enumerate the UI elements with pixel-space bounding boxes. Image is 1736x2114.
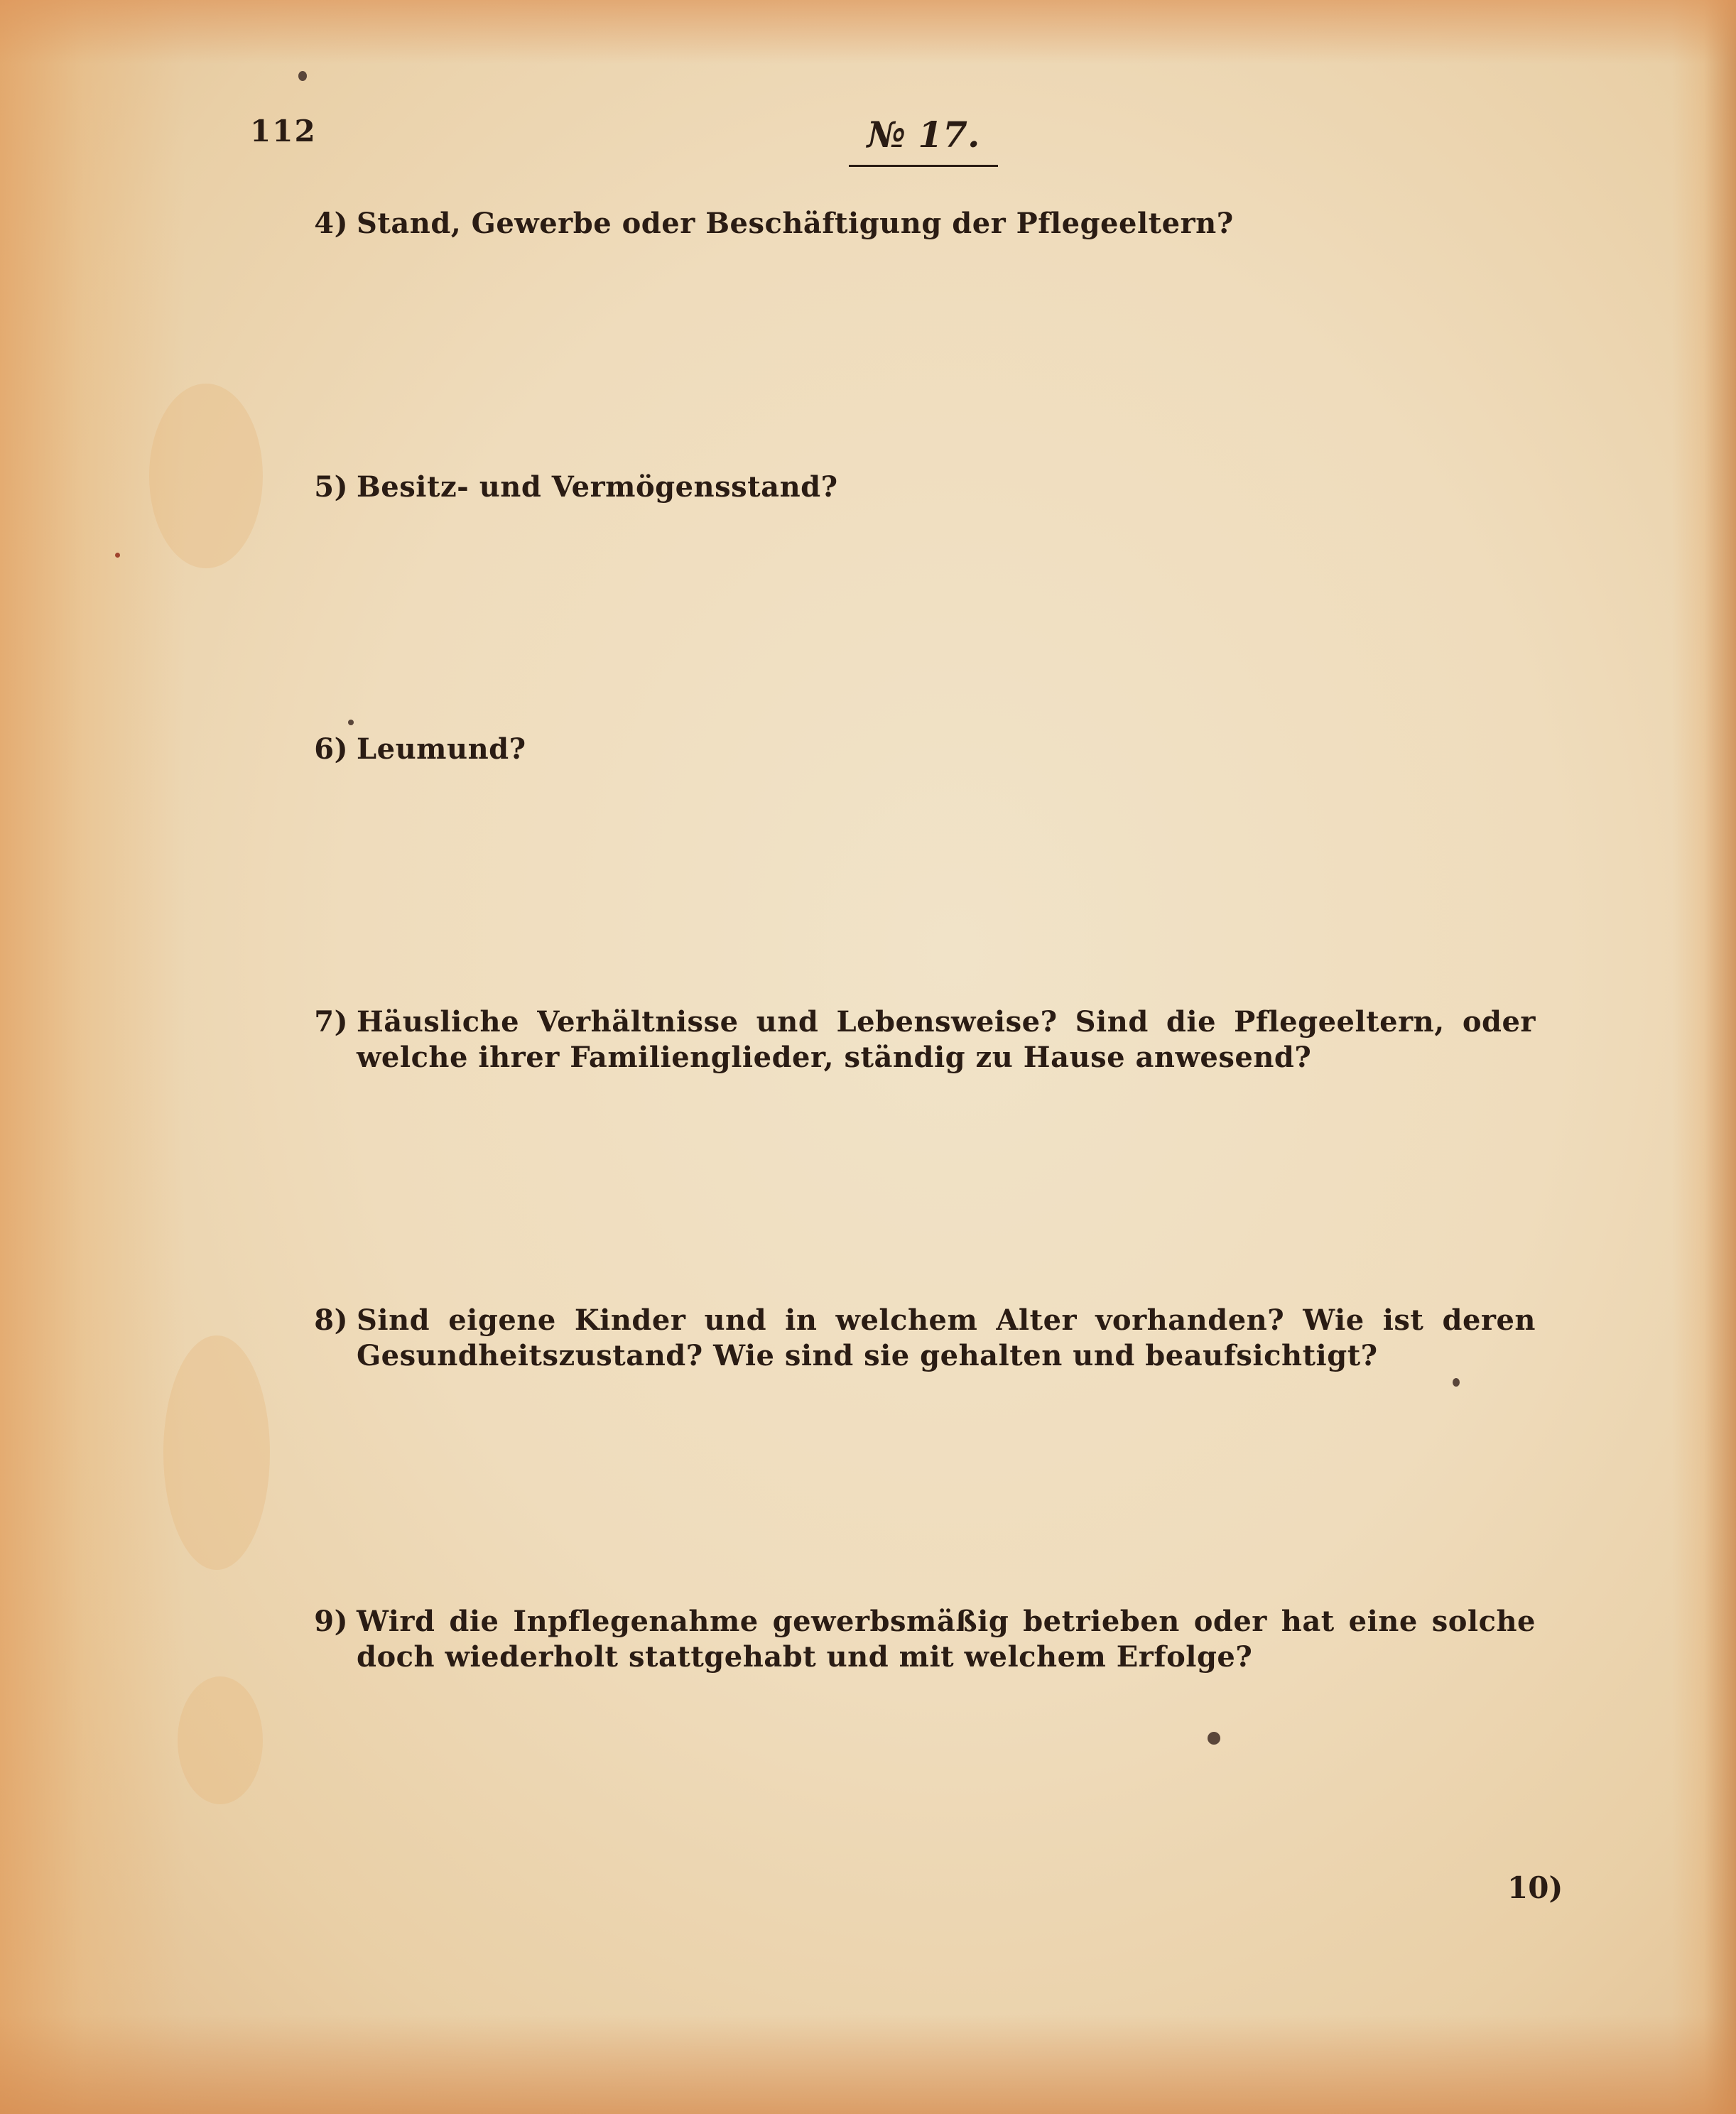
question-number: 4)	[314, 207, 348, 240]
question-text: Leumund?	[357, 732, 526, 766]
question-text: Stand, Gewerbe oder Beschäftigung der Pflegeeltern?	[357, 207, 1234, 240]
question-text: Besitz- und Vermögensstand?	[357, 470, 838, 504]
form-number-underline	[849, 165, 998, 167]
paper-edge-stain-right	[1672, 0, 1736, 2114]
question-number: 8)	[314, 1303, 348, 1337]
question-item	[305, 732, 1591, 767]
question-text: Sind eigene Kinder und in welchem Alter vorhanden? Wie ist deren Gesundheitszustand? Wie sind sie gehalten und beaufsichtigt?	[357, 1303, 1536, 1372]
question-number: 6)	[314, 732, 348, 766]
question-item	[305, 206, 1591, 242]
question-text: Häusliche Verhältnisse und Lebensweise? Sind die Pflegeeltern, oder welche ihrer Familienglieder, ständig zu Hause anwesend?	[357, 1005, 1536, 1074]
question-item	[305, 1004, 1591, 1075]
paper-edge-stain-bottom	[0, 2015, 1736, 2114]
question-item	[305, 1604, 1591, 1675]
ink-speck	[348, 720, 354, 725]
paper-edge-stain-left	[0, 0, 185, 2114]
ink-speck	[115, 553, 120, 558]
paper-stain	[149, 384, 263, 568]
question-item	[305, 470, 1591, 505]
question-number: 9)	[314, 1605, 348, 1638]
page-number: 112	[250, 114, 317, 148]
question-item	[305, 1303, 1591, 1374]
ink-speck	[298, 71, 307, 81]
ink-speck	[1453, 1378, 1460, 1387]
paper-stain	[163, 1335, 270, 1570]
question-number: 5)	[314, 470, 348, 504]
paper-edge-stain-top	[0, 0, 1736, 64]
form-number: № 17.	[867, 114, 980, 156]
catchword: 10)	[1507, 1870, 1563, 1905]
ink-speck	[1208, 1732, 1220, 1745]
question-text: Wird die Inpflegenahme gewerbsmäßig betrieben oder hat eine solche doch wiederholt stattgehabt und mit welchem Erfolge?	[357, 1605, 1536, 1674]
question-number: 7)	[314, 1005, 348, 1039]
paper-stain	[178, 1676, 263, 1804]
